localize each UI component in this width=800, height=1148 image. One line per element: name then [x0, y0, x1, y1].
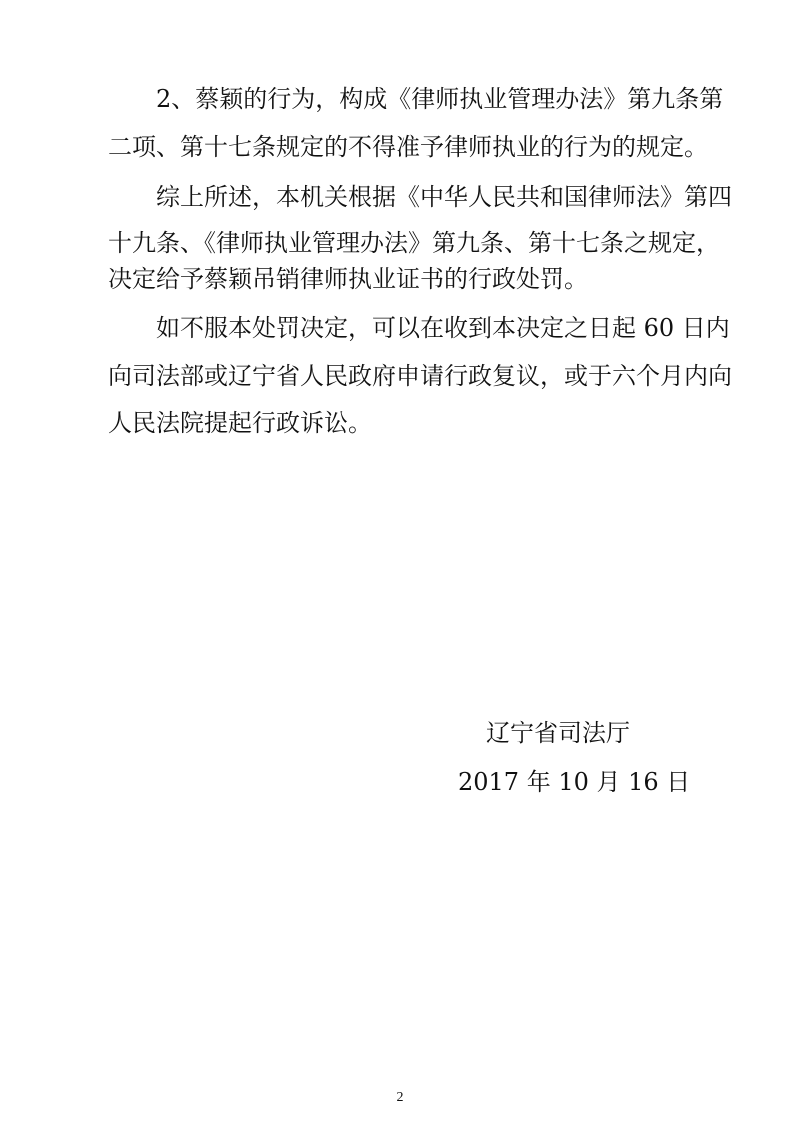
paragraph-3-line-2: 向司法部或辽宁省人民政府申请行政复议，或于六个月内向	[108, 362, 732, 390]
paragraph-2-line-3: 决定给予蔡颖吊销律师执业证书的行政处罚。	[108, 265, 588, 293]
page-number: 2	[396, 1090, 404, 1105]
signature-date: 2017 年 10 月 16 日	[458, 768, 691, 796]
paragraph-1-line-2: 二项、第十七条规定的不得准予律师执业的行为的规定。	[108, 133, 708, 161]
paragraph-2-line-2: 十九条、《律师执业管理办法》第九条、第十七条之规定，	[108, 229, 720, 257]
paragraph-3-line-1: 如不服本处罚决定，可以在收到本决定之日起 60 日内	[108, 314, 730, 342]
signature-organization: 辽宁省司法厅	[486, 719, 630, 747]
paragraph-1-line-1: 2、蔡颖的行为，构成《律师执业管理办法》第九条第	[108, 85, 724, 113]
paragraph-2-line-1: 综上所述，本机关根据《中华人民共和国律师法》第四	[108, 183, 732, 211]
paragraph-3-line-3: 人民法院提起行政诉讼。	[108, 409, 372, 437]
